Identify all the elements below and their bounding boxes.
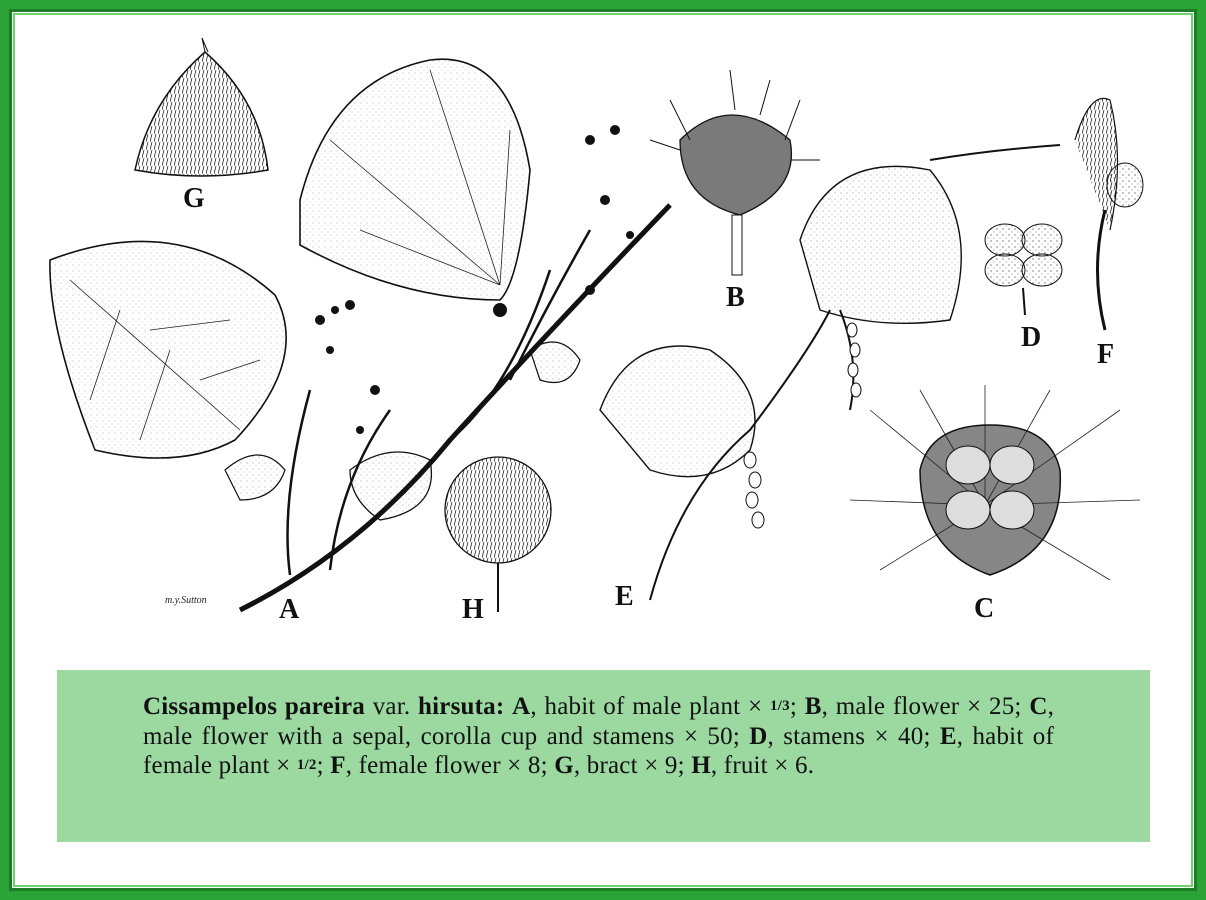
fruit-h-drawing <box>445 457 551 612</box>
fraction-e: 1/2 <box>296 757 317 773</box>
part-text-a: , habit of male plant × <box>530 693 771 720</box>
variety-name: hirsuta: <box>418 693 505 720</box>
figure-label-b: B <box>726 282 745 313</box>
figure-label-g: G <box>183 183 205 214</box>
caption-box <box>57 670 1150 842</box>
bract-g-drawing <box>135 38 268 176</box>
male-flower-b-drawing <box>650 70 820 275</box>
fraction-a: 1/3 <box>770 698 790 714</box>
botanical-plate <box>30 30 1176 655</box>
caption-text <box>143 692 1054 781</box>
stamens-d-drawing <box>985 224 1062 315</box>
male-flower-c-drawing <box>850 385 1140 580</box>
part-end-e: ; <box>316 752 324 779</box>
figure-label-h: H <box>462 594 484 625</box>
part-letter-g: G <box>554 752 574 779</box>
figure-label-d: D <box>1021 322 1042 353</box>
figure-label-c: C <box>974 593 995 624</box>
plate-drawing <box>30 30 1176 655</box>
part-letter-d: D <box>749 722 768 750</box>
part-text-f: , female flower × 8; <box>345 752 555 779</box>
figure-label-f: F <box>1097 339 1115 370</box>
var-word: var. <box>372 693 411 720</box>
part-text-h: , fruit × 6. <box>710 752 815 779</box>
part-text-e: , habit of female plant × <box>143 722 1054 779</box>
female-flower-f-drawing <box>1075 98 1143 330</box>
species-name: Cissampelos pareira <box>143 693 365 720</box>
part-text-g: , bract × 9; <box>573 752 692 779</box>
part-letter-e: E <box>939 722 957 750</box>
part-letter-a: A <box>512 693 531 720</box>
artist-signature: m.y.Sutton <box>165 595 207 606</box>
figure-label-e: E <box>615 581 634 612</box>
part-end-a: ; <box>789 693 797 720</box>
part-text-c: , male flower with a sepal, corolla cup and stamens × 50; <box>143 693 1055 750</box>
part-letter-c: C <box>1029 693 1048 720</box>
part-text-d: , stamens × 40; <box>767 722 940 750</box>
part-letter-h: H <box>691 752 711 779</box>
part-text-b: , male flower × 25; <box>821 693 1030 720</box>
part-letter-f: F <box>330 752 346 779</box>
figure-label-a: A <box>279 594 300 625</box>
part-letter-b: B <box>804 693 822 720</box>
